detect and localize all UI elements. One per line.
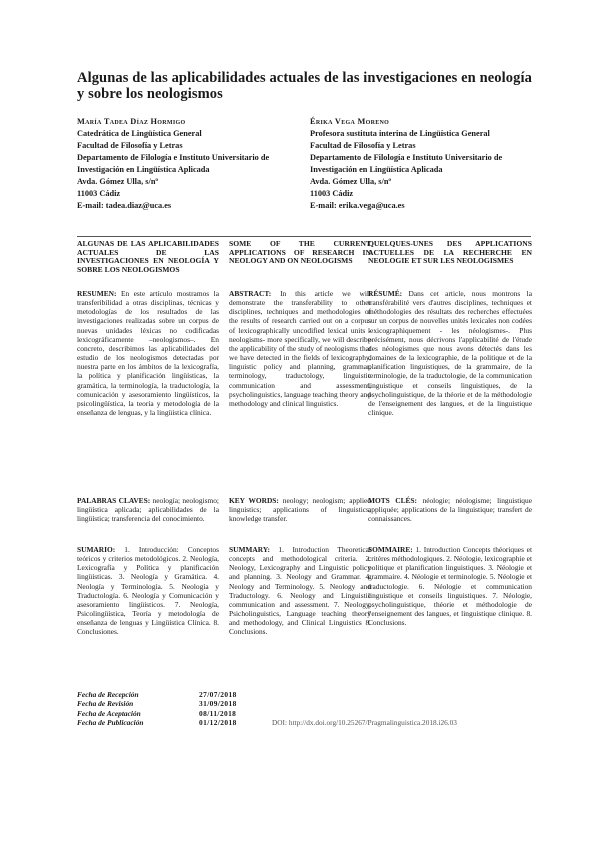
column-heading: ALGUNAS DE LAS APLICABILIDADES ACTUALES DE LAS INVESTIGACIONES EN NEOLOGÍA Y SOBRE LOS NEOLOGISMOS	[77, 239, 219, 274]
author-faculty: Facultad de Filosofía y Letras	[310, 141, 416, 150]
author-address: Avda. Gómez Ulla, s/nº	[77, 177, 159, 186]
keywords-text: neology; neologism; applied linguistics; applications of linguistics; knowledge transfer.	[229, 496, 371, 524]
doi-link[interactable]: DOI: http://dx.doi.org/10.25267/Pragmalinguistica.2018.i26.03	[272, 718, 457, 727]
date-label: Fecha de Publicación	[77, 718, 144, 728]
author-email[interactable]: E-mail: erika.vega@uca.es	[310, 201, 405, 210]
summary-text: 1. Introduction Theoretical concepts and methodological criteria. 2. Neology, Lexicography and Linguistic policy and planning. 3. Neology and Grammar. 4. Neology and Terminology. 5. Neology and Traductology. 6. Neology and Linguistic communication and assessment. 7. Neology, Psicholinguistics, Language teaching theory and methodology, and Clinical Linguistics 8. Conclusions.	[229, 545, 371, 637]
abstract-column-spanish	[77, 239, 219, 637]
date-label: Fecha de Recepción	[77, 690, 139, 699]
keywords-section	[77, 496, 219, 523]
date-value: 08/11/2018	[199, 708, 237, 718]
keywords-section	[368, 496, 532, 523]
author-city: 11003 Cádiz	[77, 189, 121, 198]
keywords-label: PALABRAS CLAVES:	[77, 496, 151, 505]
author-faculty: Facultad de Filosofía y Letras	[77, 141, 183, 150]
abstract-section	[77, 289, 219, 417]
author-name: María Tadea Díaz Hormigo	[77, 117, 186, 126]
section-divider	[77, 236, 531, 237]
author-position: Profesora sustituta interina de Lingüística General	[310, 129, 490, 138]
author-position: Catedrática de Lingüística General	[77, 129, 202, 138]
column-heading: SOME OF THE CURRENT APPLICATIONS OF RESEARCH IN NEOLOGY AND ON NEOLOGISMS	[229, 239, 371, 266]
abstract-section	[368, 289, 532, 417]
date-label: Fecha de Revisión	[77, 699, 134, 709]
abstract-text: En este artículo mostramos la transferibilidad a otras disciplinas, técnicas y metodologías de los resultados de las investigaciones realizadas sobre un corpus de nuevas unidades léxicas no codificadas lexicográficamente –neologismos–. En concreto, describimos las aplicabilidades del estudio de los neologismos detectadas por nuestra parte en los ámbitos de la lexicografía, la política y planificación lingüísticas, la gramática, la terminología, la traductología, la comunicación y asesoramiento lingüísticos, la psicolingüística, la teoría y metodología de la enseñanza de lenguas, y la lingüística clínica.	[77, 289, 219, 418]
publication-dates	[77, 690, 237, 728]
summary-section	[77, 545, 219, 637]
column-heading: QUELQUES-UNES DES APPLICATIONS ACTUELLES DE LA RECHERCHE EN NEOLOGIE ET SUR LES NEOLOGISMES	[368, 239, 532, 266]
abstract-column-french	[368, 239, 533, 628]
date-label: Fecha de Aceptación	[77, 708, 141, 718]
keywords-text: néologie; néologisme; linguistique appliquée; applications de la linguistique; transfert de connaissances.	[368, 496, 532, 524]
keywords-label: MOTS CLÉS:	[368, 496, 418, 505]
author-department: Departamento de Filología e Instituto Universitario de Investigación en Lingüística Aplicada	[310, 153, 503, 174]
abstract-text: In this article we will demonstrate the transferability to other disciplines, techniques and methodologies of the results of research carried out on a corpus of lexicographically uncodified lexical units -neologisms- more specifically, we will describe the applicability of the study of neologisms that we have detected in the fields of lexicography, linguistic policy and planning, grammar, terminology, traductology, linguistic communication and assessment, psycholinguistics, language teaching theory and methodology and clinical linguistics.	[229, 289, 371, 408]
summary-section	[229, 545, 371, 637]
author-address: Avda. Gómez Ulla, s/nº	[310, 177, 392, 186]
summary-section	[368, 545, 532, 627]
keywords-section	[229, 496, 371, 523]
author-department: Departamento de Filología e Instituto Universitario de Investigación en Lingüística Aplicada	[77, 153, 270, 174]
date-value: 01/12/2018	[199, 718, 237, 728]
abstract-text: Dans cet article, nous montrons la transférabilité vers d'autres disciplines, techniques et méthodologies des résultats des recherches effectuées sur un corpus de nouvelles unités lexicales non codées lexicographiquement - les néologismes-. Plus précisément, nous décrivons l'applicabilité de l'étude des néologismes que nous avons détectés dans les domaines de la lexicographie, de la politique et de la planification linguistiques, de la grammaire, de la terminologie, de la traductologie, de la communication linguistique et conseils linguistiques, de la psycholinguistique, de la théorie et de la méthodologie de l'enseignement des langues, et de la linguistique clinique.	[368, 289, 532, 418]
summary-text: 1. Introducción: Conceptos teóricos y criterios metodológicos. 2. Neología, Lexicografía y Política y planificación lingüísticas. 3. Neología y Gramática. 4. Neología y Terminología. 5. Neología y Traductología. 6. Neología y Comunicación y asesoramiento lingüísticos. 7. Neología, Psicolingüística, Teoría y metodología de enseñanza de lenguas y Lingüística Clínica. 8. Conclusiones.	[77, 545, 219, 637]
summary-label: SUMMARY:	[229, 545, 270, 554]
abstract-label: RESUMEN:	[77, 289, 117, 298]
summary-label: SOMMAIRE:	[368, 545, 413, 554]
date-row	[77, 718, 237, 727]
abstract-label: ABSTRACT:	[229, 289, 272, 298]
abstract-section	[229, 289, 371, 408]
date-value: 27/07/2018	[199, 690, 237, 699]
date-row	[77, 699, 237, 708]
author-name: Érika Vega Moreno	[310, 117, 390, 126]
date-row	[77, 690, 237, 699]
author-block-2	[310, 116, 540, 212]
date-value: 31/09/2018	[199, 699, 237, 709]
abstract-column-english	[229, 239, 371, 637]
keywords-label: KEY WORDS:	[229, 496, 279, 505]
author-block-1	[77, 116, 307, 212]
author-city: 11003 Cádiz	[310, 189, 354, 198]
article-title: Algunas de las aplicabilidades actuales de las investigaciones en neología y sobre los neologismos	[77, 70, 532, 102]
summary-label: SUMARIO:	[77, 545, 116, 554]
summary-text: 1. Introduction Concepts théoriques et critères méthodologiques. 2. Néologie, lexicographie et politique et planification linguistiques. 3. Néologie et grammaire. 4. Néologie et terminologie. 5. Néologie et traductologie. 6. Néologie et communication linguistique et conseils linguistiques. 7. Néologie, psycholinguistique, théorie et méthodologie de l'enseignement des langues, et linguistique clinique. 8. Conclusions.	[368, 545, 533, 628]
abstract-label: RÉSUMÉ:	[368, 289, 403, 298]
date-row	[77, 709, 237, 718]
author-email[interactable]: E-mail: tadea.diaz@uca.es	[77, 201, 172, 210]
keywords-text: neología; neologismo; lingüística aplicada; aplicabilidades de la lingüística; transferencia del conocimiento.	[77, 496, 219, 524]
